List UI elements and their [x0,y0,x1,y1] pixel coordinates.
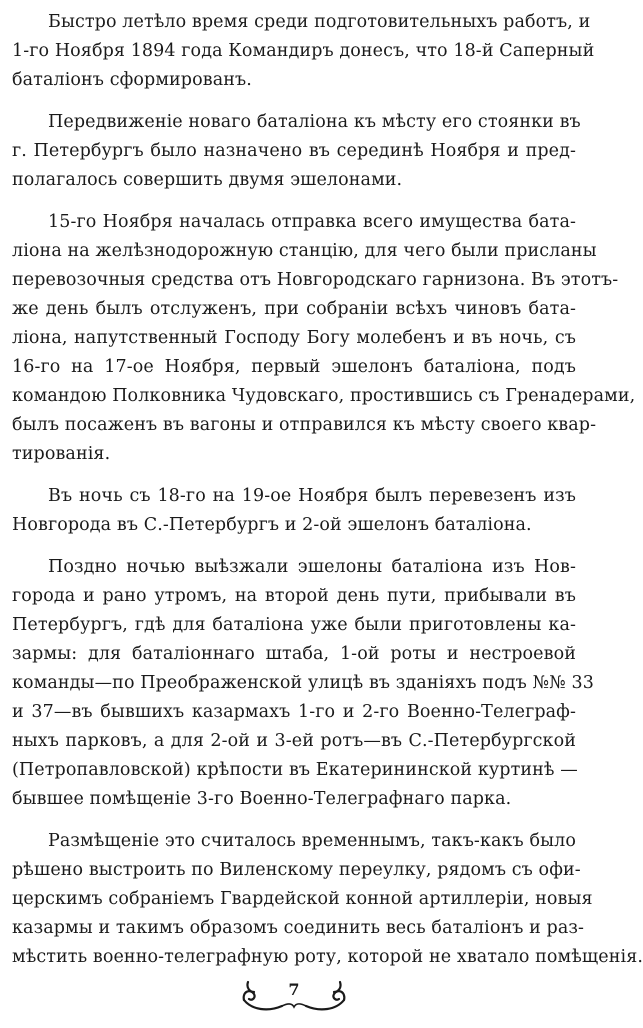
text-line: Петербургъ, гдѣ для баталіона уже были приготовлены ка- [12,615,576,635]
text-line: Въ ночь съ 18-го на 19-ое Ноября былъ перевезенъ изъ [48,486,576,506]
text-line: былъ посаженъ въ вагоны и отправился къ мѣсту своего квар- [12,415,597,435]
text-line: мѣстить военно-телеграфную роту, которой не хватало помѣщенія. [12,947,643,967]
text-line: 15-го Ноября началась отправка всего имущества бата- [48,212,576,232]
text-line: (Петропавловской) крѣпости въ Екатерининской куртинѣ — [12,760,578,780]
paragraph [12,208,636,469]
paragraph [12,482,576,540]
text-line: перевозочныя средства отъ Новгородскаго гарнизона. Въ этотъ- [12,270,619,290]
paragraph [12,553,594,814]
text-line: г. Петербургъ было назначено въ серединѣ Ноября и пред- [12,141,576,161]
text-line: Передвиженіе новаго баталіона къ мѣсту его стоянки въ [48,112,581,132]
text-line: 16-го на 17-ое Ноября, первый эшелонъ баталіона, подъ [12,357,576,377]
main-text [12,8,643,985]
paragraph [12,108,581,195]
text-line: церскимъ собраніемъ Гвардейской конной артиллеріи, новыя [12,889,593,909]
text-line: баталіонъ сформированъ. [12,70,252,90]
text-line: командою Полковника Чудовскаго, простившись съ Гренадерами, [12,386,636,406]
text-line: Новгорода въ С.-Петербургъ и 2-ой эшелонъ баталіона. [12,515,532,535]
text-line: зармы: для баталіоннаго штаба, 1-ой роты и нестроевой [12,644,576,664]
paragraph [12,8,595,95]
text-line: 1-го Ноября 1894 года Командиръ донесъ, что 18-й Саперный [12,41,595,61]
text-line: города и рано утромъ, на второй день пути, прибывали въ [12,586,576,606]
text-line: бывшее помѣщеніе 3-го Военно-Телеграфнаго парка. [12,789,512,809]
text-line: ліона на желѣзнодорожную станцію, для чего были присланы [12,241,597,261]
text-line: полагалось совершить двумя эшелонами. [12,170,403,190]
text-line: казармы и такимъ образомъ соединить весь баталіонъ и раз- [12,918,585,938]
page-footer [0,968,588,1018]
text-line: Поздно ночью выѣзжали эшелоны баталіона изъ Нов- [48,557,576,577]
text-line: и 37—въ бывшихъ казармахъ 1-го и 2-го Военно-Телеграф- [12,702,576,722]
text-line: рѣшено выстроить по Виленскому переулку, рядомъ съ офи- [12,860,581,880]
text-line: ныхъ парковъ, а для 2-ой и 3-ей ротъ—въ С.-Петербургской [12,731,576,751]
text-line: Быстро летѣло время среди подготовительныхъ работъ, и [48,12,591,32]
text-line: тированія. [12,444,111,464]
text-line: Размѣщеніе это считалось временнымъ, такъ-какъ было [48,831,576,851]
text-line: же день былъ отслуженъ, при собраніи всѣхъ чиновъ бата- [12,299,576,319]
text-line: команды—по Преображенской улицѣ въ зданіяхъ подъ №№ 33 [12,673,594,693]
paragraph [12,827,643,972]
page-number: 7 [288,980,300,999]
text-line: ліона, напутственный Господу Богу молебенъ и въ ночь, съ [12,328,576,348]
